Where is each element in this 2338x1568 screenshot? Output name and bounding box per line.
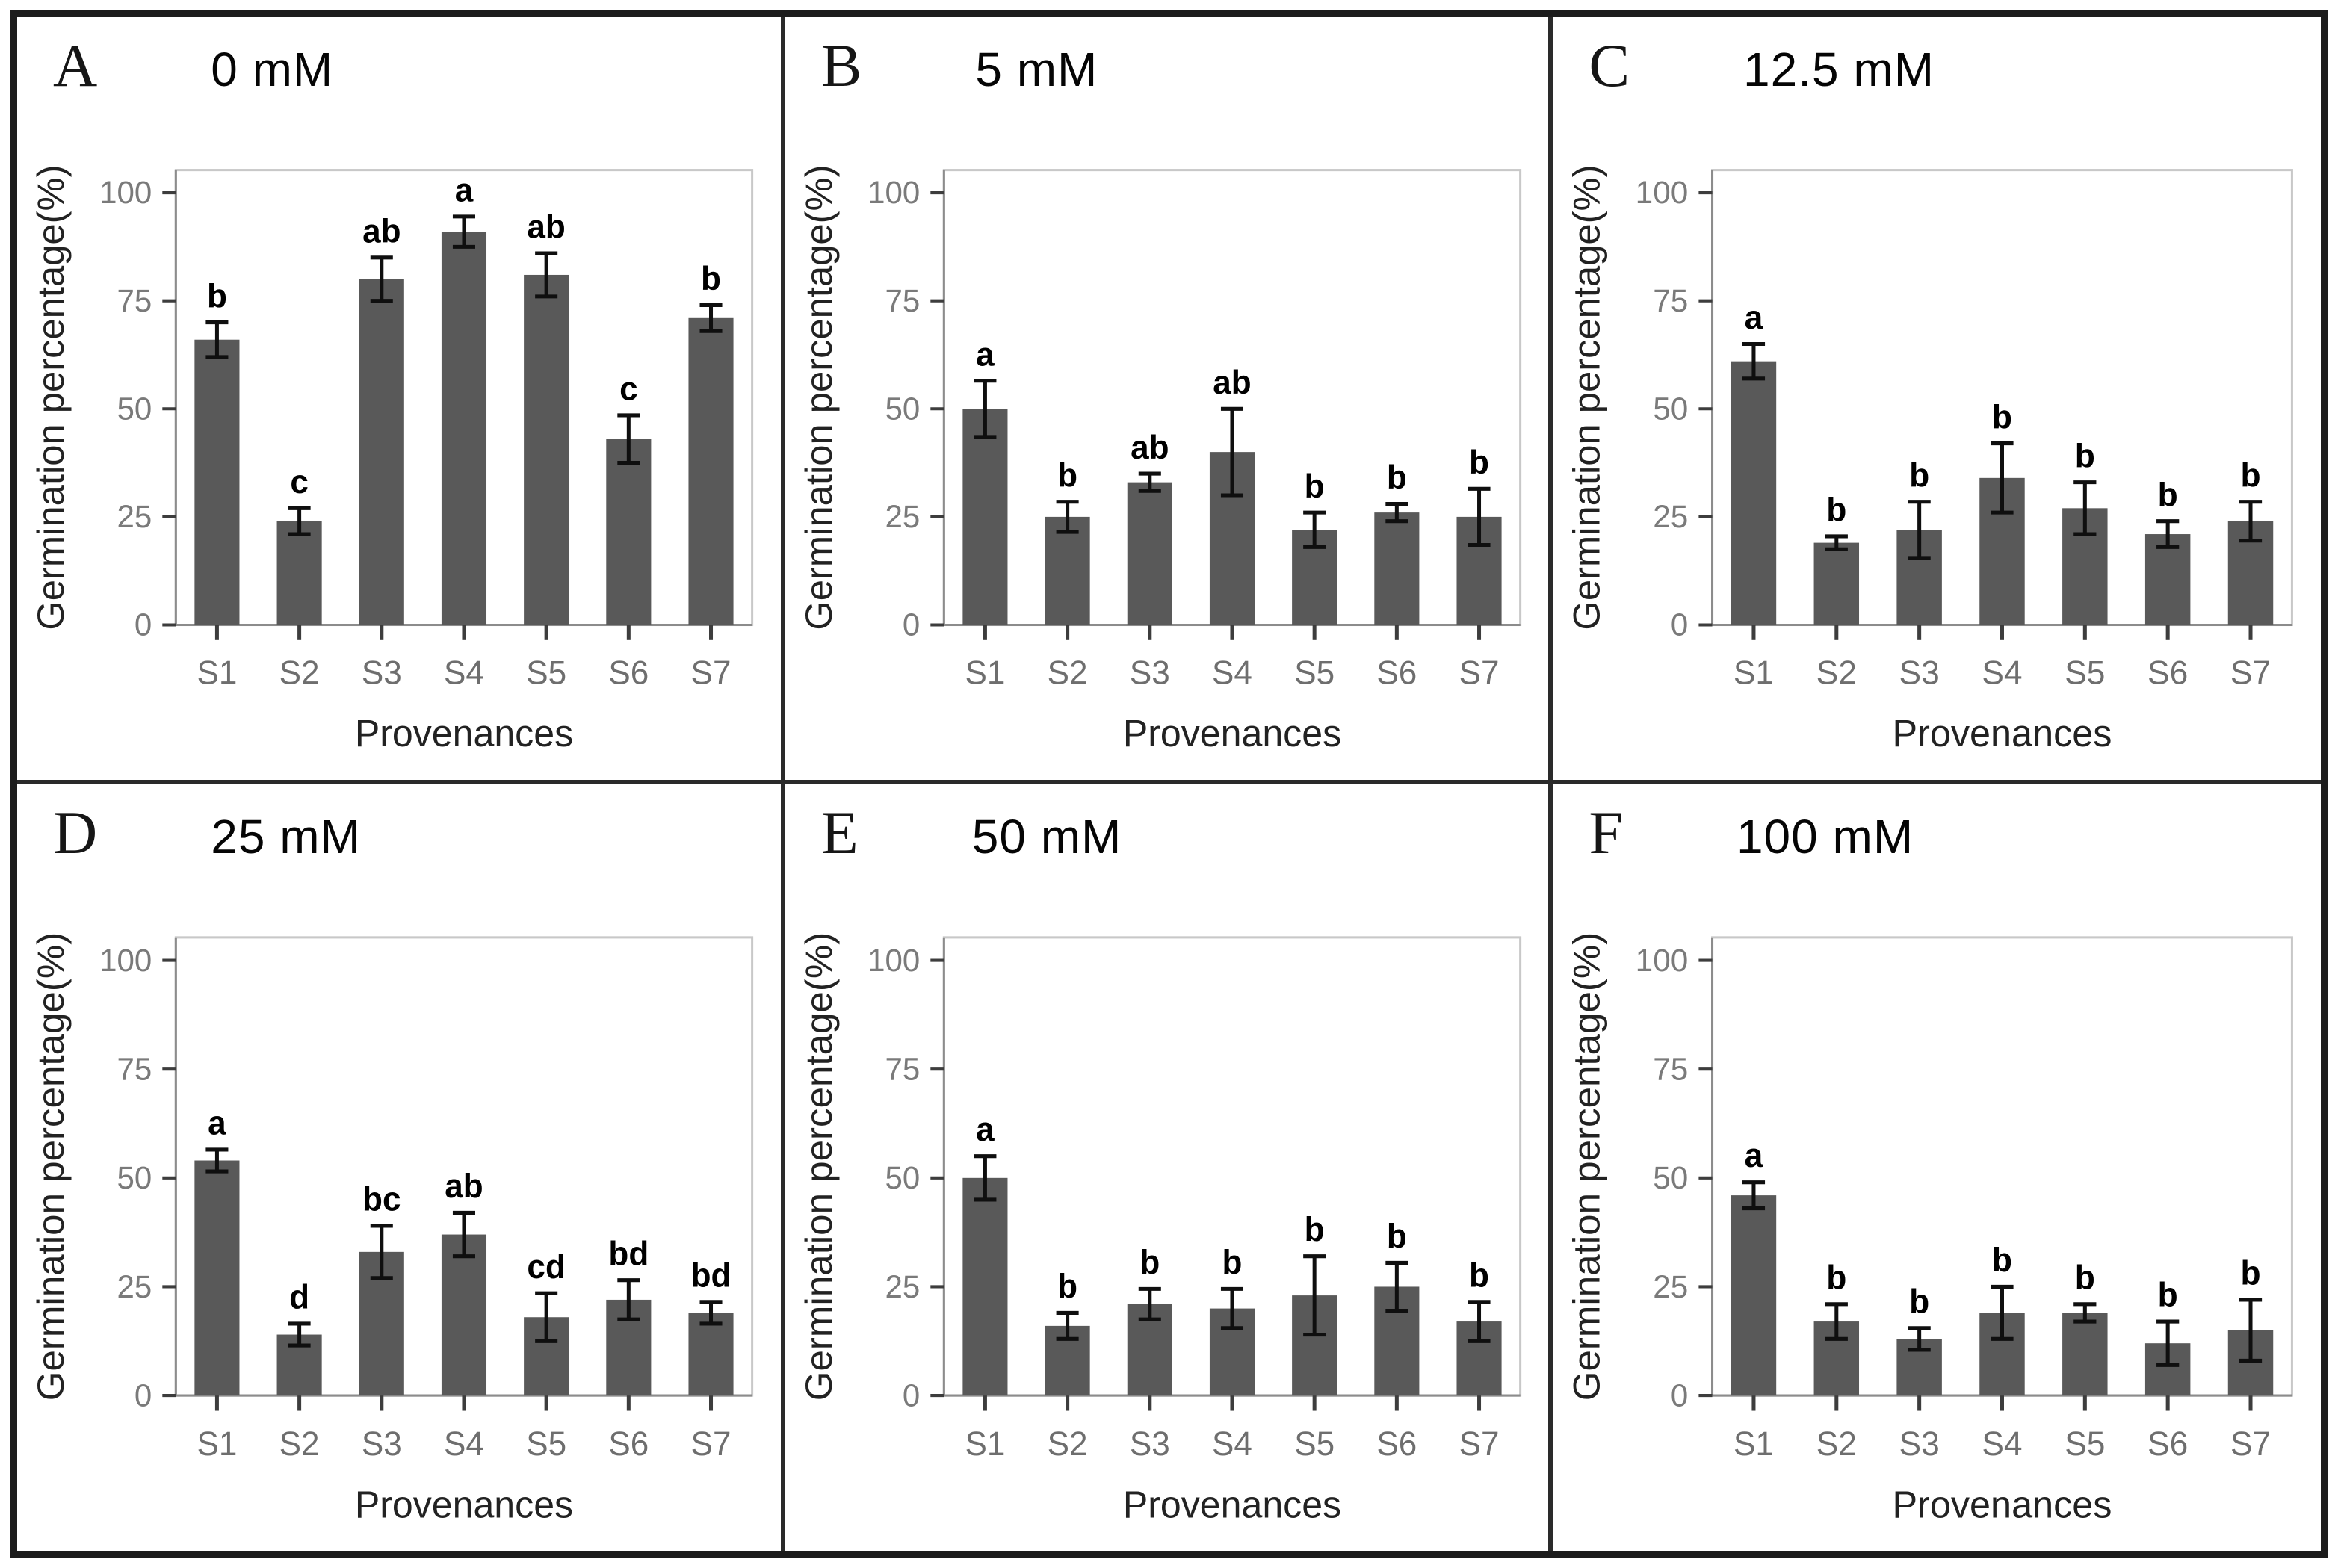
x-tick-label: S7 bbox=[690, 654, 732, 692]
x-tick-label: S6 bbox=[608, 654, 649, 692]
panel-letter: B bbox=[820, 31, 862, 99]
x-tick-label: S7 bbox=[2230, 1425, 2271, 1463]
y-tick-label: 75 bbox=[885, 282, 920, 318]
x-tick-label: S4 bbox=[1211, 654, 1252, 692]
sig-letter-s5: b bbox=[2075, 438, 2096, 475]
sig-letter-s1: b bbox=[206, 278, 227, 315]
y-tick-label: 0 bbox=[134, 607, 152, 642]
sig-letter-s5: b bbox=[1304, 1211, 1325, 1248]
panel-e bbox=[785, 784, 1553, 1552]
x-tick-label: S6 bbox=[1376, 1425, 1417, 1463]
bar-s2 bbox=[277, 521, 322, 625]
x-tick-label: S1 bbox=[1734, 654, 1775, 692]
sig-letter-s7: b bbox=[1468, 1256, 1489, 1295]
bar-s1 bbox=[1731, 362, 1776, 625]
y-axis-title: Germination percentage(%) bbox=[1565, 932, 1608, 1401]
x-tick-label: S1 bbox=[965, 1425, 1006, 1463]
panel-grid bbox=[10, 10, 2328, 1558]
panel-title: 0 mM bbox=[211, 43, 334, 96]
sig-letter-s6: b bbox=[1386, 1218, 1407, 1255]
x-tick-label: S1 bbox=[965, 654, 1006, 692]
x-tick-label: S2 bbox=[279, 1425, 320, 1463]
sig-letter-s2: b bbox=[1826, 1259, 1847, 1296]
bar-s6 bbox=[606, 439, 651, 625]
sig-letter-s3: b bbox=[1139, 1244, 1160, 1281]
x-tick-label: S6 bbox=[608, 1425, 649, 1463]
y-tick-label: 100 bbox=[867, 942, 920, 979]
bar-s4 bbox=[442, 232, 486, 625]
x-tick-label: S4 bbox=[444, 654, 484, 692]
sig-letter-s7: b bbox=[2240, 457, 2261, 495]
sig-letter-s7: bd bbox=[690, 1256, 732, 1295]
bar-s5 bbox=[524, 275, 569, 625]
x-tick-label: S5 bbox=[1293, 1425, 1335, 1463]
x-tick-label: S3 bbox=[1129, 1425, 1170, 1463]
sig-letter-s4: a bbox=[454, 172, 474, 209]
y-tick-label: 75 bbox=[117, 282, 152, 318]
x-tick-label: S2 bbox=[1047, 654, 1088, 692]
x-tick-label: S6 bbox=[2147, 654, 2189, 692]
x-tick-label: S7 bbox=[690, 1425, 732, 1463]
sig-letter-s7: b bbox=[2240, 1254, 2261, 1292]
panel-letter: D bbox=[53, 798, 98, 867]
y-axis-title: Germination percentage(%) bbox=[1565, 164, 1608, 630]
x-tick-label: S4 bbox=[1211, 1425, 1252, 1463]
x-axis-title: Provenances bbox=[1122, 711, 1341, 754]
sig-letter-s3: ab bbox=[362, 213, 401, 250]
panel-a bbox=[17, 17, 785, 784]
x-tick-label: S1 bbox=[197, 654, 238, 692]
x-tick-label: S5 bbox=[2065, 1425, 2106, 1463]
y-tick-label: 100 bbox=[867, 175, 920, 211]
bar-s4 bbox=[442, 1234, 486, 1395]
x-tick-label: S2 bbox=[279, 654, 320, 692]
y-tick-label: 50 bbox=[885, 1160, 920, 1196]
x-tick-label: S5 bbox=[1293, 654, 1335, 692]
panel-title: 12.5 mM bbox=[1743, 43, 1935, 96]
sig-letter-s6: b bbox=[2157, 1276, 2179, 1314]
x-axis-title: Provenances bbox=[1122, 1482, 1341, 1526]
y-tick-label: 100 bbox=[1636, 942, 1689, 979]
sig-letter-s4: b bbox=[1992, 1242, 2013, 1279]
panel-header bbox=[794, 792, 1543, 907]
panel-c bbox=[1553, 17, 2321, 784]
sig-letter-s2: b bbox=[1826, 492, 1847, 529]
sig-letter-s6: bd bbox=[608, 1235, 649, 1272]
bar-chart bbox=[1562, 907, 2315, 1549]
sig-letter-s3: ab bbox=[1130, 429, 1169, 466]
x-tick-label: S6 bbox=[2147, 1425, 2189, 1463]
x-tick-label: S5 bbox=[526, 654, 567, 692]
panel-letter: E bbox=[820, 798, 859, 867]
x-tick-label: S3 bbox=[1899, 1425, 1940, 1463]
x-tick-label: S4 bbox=[444, 1425, 484, 1463]
sig-letter-s1: a bbox=[1744, 300, 1763, 337]
sig-letter-s5: b bbox=[2075, 1259, 2096, 1296]
y-tick-label: 0 bbox=[902, 1378, 920, 1414]
bar-chart bbox=[26, 140, 775, 777]
panel-header bbox=[26, 25, 775, 140]
panel-title: 25 mM bbox=[211, 809, 361, 864]
bar-chart bbox=[794, 140, 1543, 777]
bar-s6 bbox=[1374, 512, 1419, 625]
bar-chart bbox=[26, 907, 775, 1549]
y-tick-label: 50 bbox=[117, 1160, 152, 1196]
sig-letter-s1: a bbox=[1744, 1137, 1763, 1174]
panel-letter: A bbox=[53, 31, 98, 99]
y-tick-label: 0 bbox=[134, 1378, 152, 1414]
y-tick-label: 50 bbox=[1653, 1159, 1689, 1196]
x-tick-label: S3 bbox=[1899, 654, 1940, 692]
y-tick-label: 75 bbox=[1653, 1050, 1689, 1088]
sig-letter-s3: b bbox=[1909, 1283, 1930, 1320]
panel-header bbox=[26, 792, 775, 907]
panel-header bbox=[1562, 25, 2315, 140]
y-tick-label: 0 bbox=[1671, 607, 1689, 642]
x-tick-label: S1 bbox=[197, 1425, 238, 1463]
x-tick-label: S2 bbox=[1816, 1425, 1858, 1463]
x-tick-label: S5 bbox=[526, 1425, 567, 1463]
sig-letter-s4: b bbox=[1992, 399, 2013, 436]
x-tick-label: S7 bbox=[2230, 654, 2271, 692]
y-axis-title: Germination percentage(%) bbox=[797, 164, 840, 630]
x-tick-label: S2 bbox=[1047, 1425, 1088, 1463]
panel-letter: F bbox=[1589, 798, 1623, 867]
x-tick-label: S6 bbox=[1376, 654, 1417, 692]
sig-letter-s3: bc bbox=[362, 1180, 401, 1218]
sig-letter-s7: b bbox=[1468, 444, 1489, 482]
panel-b bbox=[785, 17, 1553, 784]
sig-letter-s2: b bbox=[1057, 1268, 1077, 1305]
panel-f bbox=[1553, 784, 2321, 1552]
x-tick-label: S2 bbox=[1816, 654, 1858, 692]
x-tick-label: S7 bbox=[1459, 654, 1500, 692]
panel-title: 100 mM bbox=[1736, 809, 1914, 864]
bar-s3 bbox=[1127, 483, 1172, 625]
y-tick-label: 25 bbox=[885, 498, 920, 535]
bar-s3 bbox=[359, 279, 404, 625]
panel-letter: C bbox=[1589, 31, 1630, 99]
panel-title: 5 mM bbox=[975, 43, 1098, 96]
x-axis-title: Provenances bbox=[1892, 711, 2112, 754]
sig-letter-s6: c bbox=[619, 371, 638, 408]
sig-letter-s6: b bbox=[1386, 459, 1407, 497]
y-axis-title: Germination percentage(%) bbox=[29, 932, 72, 1401]
x-axis-title: Provenances bbox=[354, 711, 574, 754]
x-axis-title: Provenances bbox=[354, 1482, 574, 1526]
panel-header bbox=[1562, 792, 2315, 907]
y-tick-label: 25 bbox=[1653, 498, 1689, 535]
x-tick-label: S4 bbox=[1982, 654, 2023, 692]
sig-letter-s4: ab bbox=[1212, 364, 1252, 402]
sig-letter-s1: a bbox=[208, 1104, 226, 1142]
sig-letter-s1: a bbox=[975, 336, 995, 374]
panel-header bbox=[794, 25, 1543, 140]
x-tick-label: S7 bbox=[1459, 1425, 1500, 1463]
x-tick-label: S3 bbox=[361, 1425, 402, 1463]
y-tick-label: 50 bbox=[1653, 391, 1689, 427]
sig-letter-s2: c bbox=[290, 463, 309, 501]
bar-s1 bbox=[962, 1177, 1007, 1395]
y-tick-label: 0 bbox=[1671, 1377, 1689, 1413]
y-tick-label: 25 bbox=[885, 1268, 920, 1305]
y-tick-label: 75 bbox=[1653, 282, 1689, 318]
y-axis-title: Germination percentage(%) bbox=[797, 932, 840, 1401]
sig-letter-s5: cd bbox=[527, 1248, 566, 1286]
bar-chart bbox=[794, 907, 1543, 1549]
sig-letter-s2: b bbox=[1057, 457, 1077, 495]
y-tick-label: 75 bbox=[117, 1051, 152, 1088]
sig-letter-s2: d bbox=[289, 1278, 310, 1316]
sig-letter-s6: b bbox=[2157, 477, 2179, 514]
sig-letter-s4: ab bbox=[445, 1168, 483, 1205]
y-tick-label: 100 bbox=[1636, 175, 1689, 211]
panel-d bbox=[17, 784, 785, 1552]
sig-letter-s5: ab bbox=[527, 208, 566, 246]
y-tick-label: 25 bbox=[117, 498, 152, 535]
y-axis-title: Germination percentage(%) bbox=[29, 164, 72, 630]
y-tick-label: 25 bbox=[117, 1268, 152, 1305]
y-tick-label: 100 bbox=[99, 175, 152, 211]
sig-letter-s7: b bbox=[701, 260, 721, 298]
x-tick-label: S3 bbox=[1129, 654, 1170, 692]
y-tick-label: 50 bbox=[885, 391, 920, 427]
panel-title: 50 mM bbox=[971, 809, 1122, 864]
sig-letter-s4: b bbox=[1222, 1244, 1243, 1281]
x-tick-label: S5 bbox=[2065, 654, 2106, 692]
bar-s1 bbox=[1731, 1195, 1776, 1395]
sig-letter-s3: b bbox=[1909, 457, 1930, 495]
bar-s1 bbox=[962, 409, 1007, 625]
bar-s1 bbox=[194, 1160, 239, 1395]
bar-chart bbox=[1562, 140, 2315, 777]
bar-s7 bbox=[688, 318, 733, 625]
bar-s5 bbox=[2062, 1313, 2107, 1395]
x-axis-title: Provenances bbox=[1892, 1482, 2112, 1526]
y-tick-label: 100 bbox=[99, 942, 152, 979]
bar-s1 bbox=[194, 340, 239, 625]
bar-s2 bbox=[1814, 543, 1859, 625]
y-tick-label: 50 bbox=[117, 391, 152, 427]
sig-letter-s5: b bbox=[1304, 468, 1325, 505]
x-tick-label: S4 bbox=[1982, 1425, 2023, 1463]
x-tick-label: S3 bbox=[361, 654, 402, 692]
y-tick-label: 25 bbox=[1653, 1268, 1689, 1305]
sig-letter-s1: a bbox=[975, 1111, 995, 1148]
x-tick-label: S1 bbox=[1734, 1425, 1775, 1463]
y-tick-label: 75 bbox=[885, 1051, 920, 1088]
y-tick-label: 0 bbox=[902, 607, 920, 642]
